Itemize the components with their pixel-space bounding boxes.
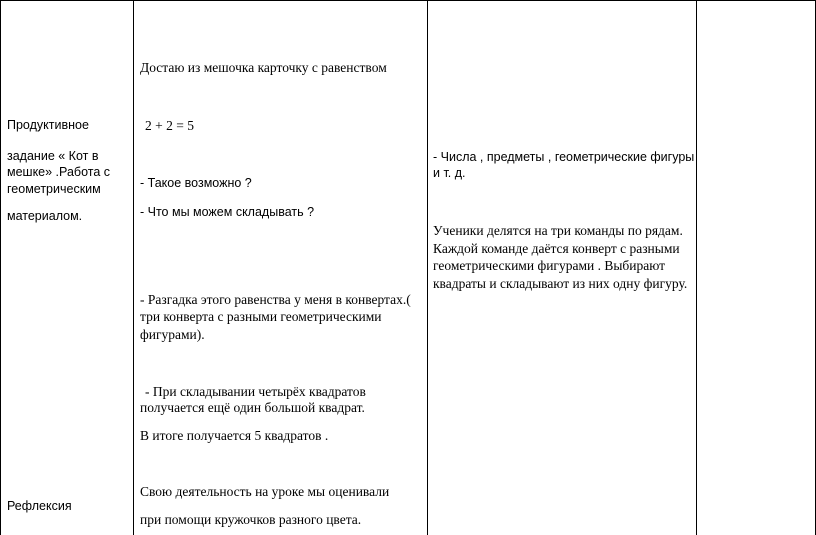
answer-line2: и т. д. — [433, 166, 466, 180]
card-intro: Достаю из мешочка карточку с равенством — [140, 60, 387, 75]
students-line4: квадраты и складывают из них одну фигуру. — [433, 276, 688, 291]
squares-line2: получается ещё один большой квадрат. — [140, 400, 365, 415]
question-what-add: - Что мы можем складывать ? — [140, 205, 315, 219]
reflection-line1: Свою деятельность на уроке мы оценивали — [140, 484, 390, 499]
table-left-border — [0, 0, 1, 535]
stage-title-line2: задание « Кот в — [7, 149, 99, 163]
equation: 2 + 2 = 5 — [145, 118, 194, 133]
solution-line3: фигурами). — [140, 327, 205, 342]
students-line3: геометрическими фигурами . Выбирают — [433, 258, 666, 273]
stage-title-line5: материалом. — [7, 209, 83, 223]
column-divider-3 — [696, 0, 697, 535]
result-line: В итоге получается 5 квадратов . — [140, 428, 329, 443]
solution-line1: - Разгадка этого равенства у меня в конвертах.( — [140, 292, 411, 307]
answer-line1: - Числа , предметы , геометрические фигуры — [433, 150, 695, 164]
solution-line2: три конверта с разными геометрическими — [140, 309, 382, 324]
column-divider-2 — [427, 0, 428, 535]
table-top-border — [0, 0, 816, 1]
reflection-line2: при помощи кружочков разного цвета. — [140, 512, 362, 527]
squares-line1: - При складывании четырёх квадратов — [145, 384, 366, 399]
students-line2: Каждой команде даётся конверт с разными — [433, 241, 680, 256]
students-line1: Ученики делятся на три команды по рядам. — [433, 223, 683, 238]
stage-title-line4: геометрическим — [7, 182, 101, 196]
reflection-label: Рефлексия — [7, 499, 72, 513]
stage-title-line1: Продуктивное — [7, 118, 89, 132]
column-divider-1 — [133, 0, 134, 535]
stage-title-line3: мешке» .Работа с — [7, 165, 111, 179]
question-possible: - Такое возможно ? — [140, 176, 252, 190]
